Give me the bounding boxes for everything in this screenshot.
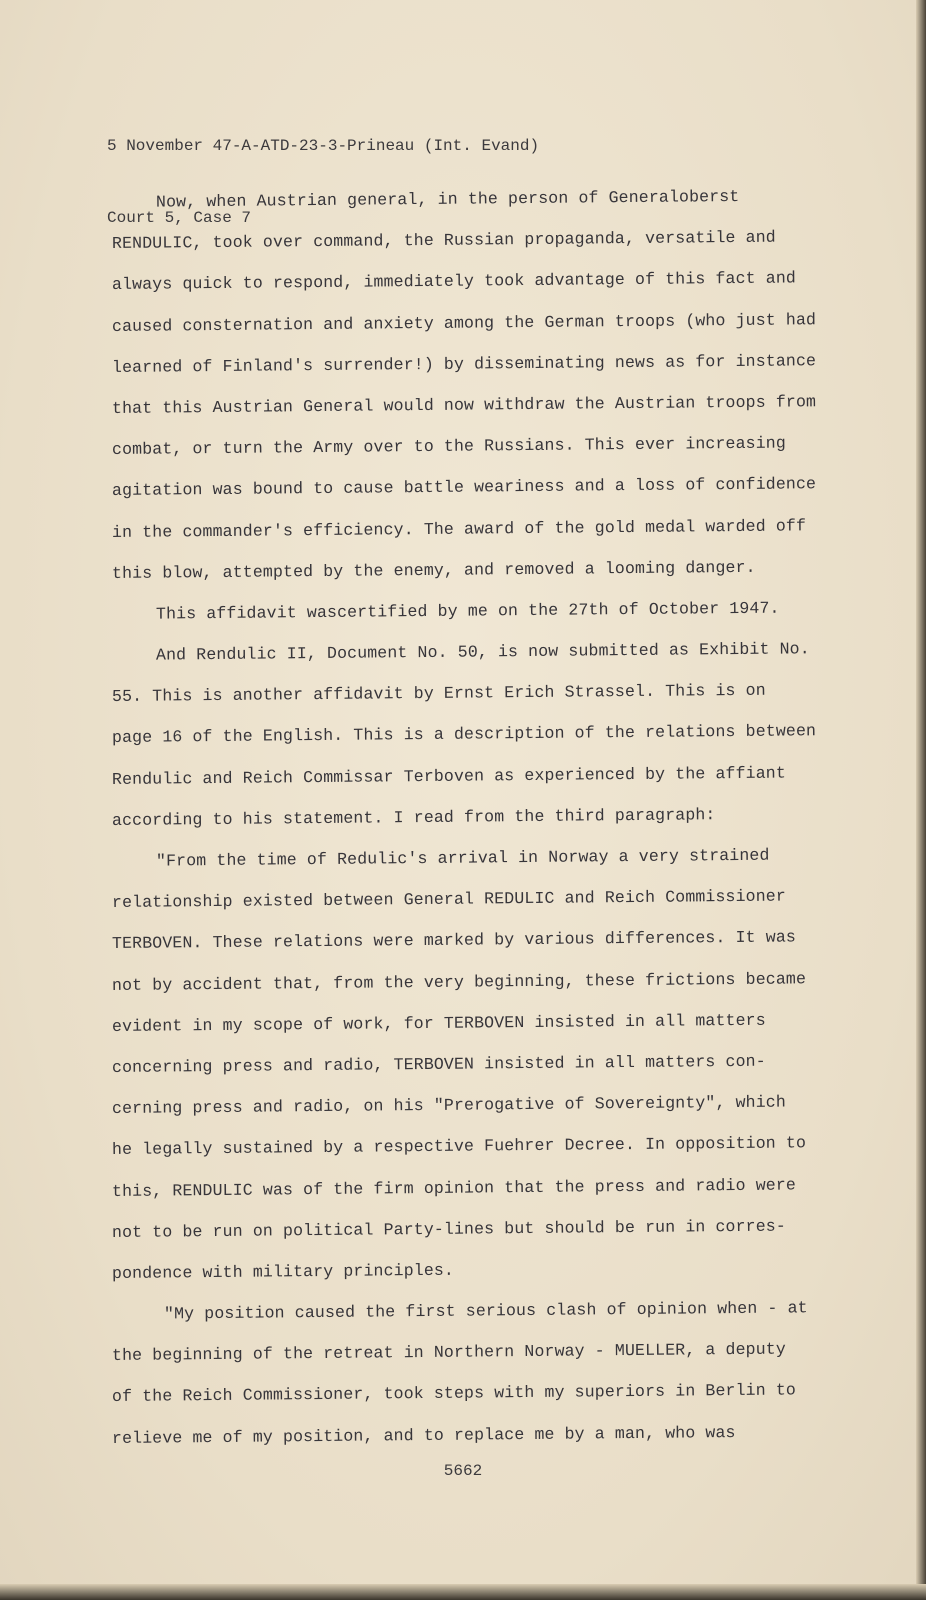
text-line: TERBOVEN. These relations were marked by various differences. It was [111, 927, 796, 954]
text-line: this, RENDULIC was of the firm opinion that the press and radio were [111, 1174, 796, 1201]
text-line: not by accident that, from the very beginning, these frictions became [111, 968, 807, 995]
page-number: 5662 [443, 1462, 483, 1480]
text-line: always quick to respond, immediately took advantage of this fact and [111, 268, 796, 295]
text-line: not to be run on political Party-lines but should be run in corres- [111, 1216, 786, 1242]
text-line: caused consternation and anxiety among the German troops (who just had [111, 309, 817, 336]
text-line: cerning press and radio, on his "Prerogative of Sovereignty", which [111, 1092, 786, 1119]
text-line: he legally sustained by a respective Fuehrer Decree. In opposition to [111, 1133, 807, 1160]
page-edge-shadow-right [916, 0, 926, 1600]
text-line: pondence with military principles. [111, 1260, 455, 1283]
text-line: that this Austrian General would now withdraw the Austrian troops from [111, 392, 817, 418]
text-line: relationship existed between General REDULIC and Reich Commissioner [111, 886, 786, 913]
body-text [112, 182, 832, 1459]
text-line: 55. This is another affidavit by Ernst Erich Strassel. This is on [111, 680, 766, 707]
text-line: And Rendulic II, Document No. 50, is now submitted as Exhibit No. [155, 639, 810, 665]
header-line-court-case: Court 5, Case 7 [107, 209, 252, 227]
text-line: Rendulic and Reich Commissar Terboven as experienced by the affiant [111, 763, 786, 789]
text-line: of the Reich Commissioner, took steps with my superiors in Berlin to [111, 1380, 796, 1407]
page-edge-shadow-bottom [0, 1584, 926, 1600]
text-line: agitation was bound to cause battle weariness and a loss of confidence [111, 474, 817, 501]
text-line: this blow, attempted by the enemy, and removed a looming danger. [111, 557, 756, 583]
text-line: "My position caused the first serious clash of opinion when - at [163, 1298, 808, 1324]
text-line: page 16 of the English. This is a description of the relations between [111, 721, 817, 748]
text-line: according to his statement. I read from the third paragraph: [111, 805, 716, 830]
text-line: evident in my scope of work, for TERBOVEN insisted in all matters [111, 1010, 766, 1036]
text-line: Now, when Austrian general, in the person of Generaloberst [155, 186, 740, 212]
text-line: RENDULIC, took over command, the Russian propaganda, versatile and [111, 227, 776, 254]
text-line: the beginning of the retreat in Northern Norway - MUELLER, a deputy [111, 1339, 786, 1366]
text-line: This affidavit wascertified by me on the 27th of October 1947. [155, 598, 780, 624]
text-line: "From the time of Redulic's arrival in Norway a very strained [155, 845, 770, 871]
text-line: combat, or turn the Army over to the Russians. This ever increasing [111, 433, 786, 460]
text-line: relieve me of my position, and to replace me by a man, who was [111, 1422, 736, 1448]
text-line: concerning press and radio, TERBOVEN insisted in all matters con- [111, 1051, 766, 1077]
text-line: learned of Finland's surrender!) by disseminating news as for instance [111, 350, 817, 377]
header-line-date-reference: 5 November 47-A-ATD-23-3-Prineau (Int. Evand) [107, 137, 540, 155]
text-line: in the commander's efficiency. The award of the gold medal warded off [111, 515, 807, 542]
